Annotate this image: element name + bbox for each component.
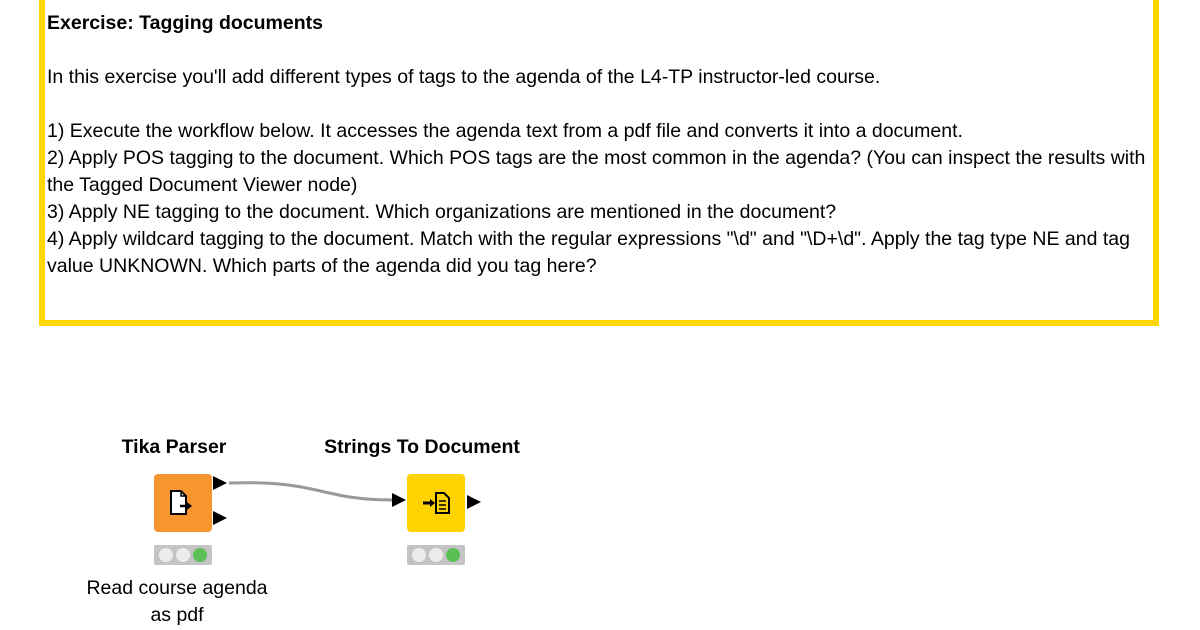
strings-to-document-node[interactable] — [407, 474, 465, 532]
description-line: Read course agenda — [86, 577, 268, 599]
node-label-strings-to-document: Strings To Document — [324, 436, 520, 458]
annotation-intro: In this exercise you'll add different types of tags to the agenda of the L4-TP instructor-led course. — [47, 66, 881, 88]
node-label-tika-parser: Tika Parser — [121, 436, 227, 458]
description-line: as pdf — [150, 604, 204, 626]
tika-parser-node[interactable] — [154, 474, 212, 532]
annotation-step-3: 3) Apply NE tagging to the document. Which organizations are mentioned in the document? — [47, 201, 837, 223]
node-description-tika-parser[interactable] — [60, 575, 294, 629]
output-port[interactable] — [467, 495, 481, 509]
input-port[interactable] — [392, 493, 406, 507]
node-status-traffic-light — [154, 545, 212, 565]
annotation-title: Exercise: Tagging documents — [47, 12, 323, 34]
output-port-1[interactable] — [213, 476, 227, 490]
document-import-icon — [407, 474, 465, 532]
output-port-2[interactable] — [213, 511, 227, 525]
annotation-step-1: 1) Execute the workflow below. It accesses the agenda text from a pdf file and converts it into a document. — [47, 120, 963, 142]
node-status-traffic-light — [407, 545, 465, 565]
annotation-step-4: 4) Apply wildcard tagging to the document. Match with the regular expressions "\d" and "\D+\d". Apply the tag type NE and tag value UNKNOWN. Which parts of the agenda did you tag here? — [47, 228, 1130, 277]
annotation-step-2: 2) Apply POS tagging to the document. Which POS tags are the most common in the agenda? (You can inspect the results with the Tagged Document Viewer node) — [47, 147, 1146, 196]
file-export-icon — [154, 474, 212, 532]
